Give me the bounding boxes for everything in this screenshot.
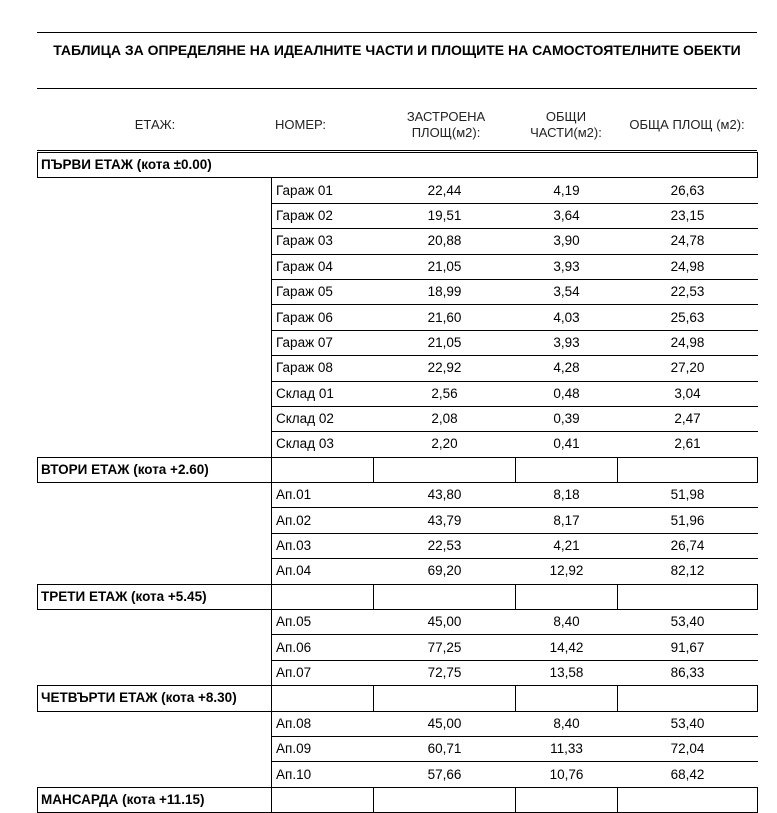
- common-parts-value: 13,58: [516, 660, 618, 685]
- total-area-value: 24,98: [618, 330, 758, 355]
- total-area-value: 51,98: [618, 483, 758, 508]
- floor-label: ПЪРВИ ЕТАЖ (кота ±0.00): [38, 153, 272, 178]
- built-area-value: 43,79: [374, 508, 516, 533]
- table-row: [38, 483, 758, 508]
- total-area-value: 3,04: [618, 381, 758, 406]
- built-area-value: 2,20: [374, 432, 516, 457]
- built-area-value: 45,00: [374, 711, 516, 736]
- floor-empty-cell: [618, 584, 758, 609]
- floor-spacer-cell: [38, 254, 272, 279]
- floor-spacer-cell: [38, 635, 272, 660]
- table-row: [38, 533, 758, 558]
- floor-row: [38, 457, 758, 482]
- unit-name: Ап.09: [272, 736, 374, 761]
- total-area-value: 26,74: [618, 533, 758, 558]
- floor-spacer-cell: [38, 432, 272, 457]
- total-area-value: 24,98: [618, 254, 758, 279]
- built-area-value: 22,92: [374, 356, 516, 381]
- built-area-value: 43,80: [374, 483, 516, 508]
- title-bottom-rule: [37, 88, 757, 89]
- built-area-value: 77,25: [374, 635, 516, 660]
- total-area-value: 72,04: [618, 736, 758, 761]
- floor-spacer-cell: [38, 533, 272, 558]
- total-area-value: 68,42: [618, 762, 758, 787]
- unit-name: Ап.04: [272, 559, 374, 584]
- built-area-value: 2,08: [374, 406, 516, 431]
- common-parts-value: 12,92: [516, 559, 618, 584]
- common-parts-value: 8,40: [516, 711, 618, 736]
- table-row: [38, 508, 758, 533]
- floor-empty-cell: [374, 686, 516, 711]
- common-parts-value: 8,40: [516, 610, 618, 635]
- total-area-value: 2,47: [618, 406, 758, 431]
- common-parts-value: 11,33: [516, 736, 618, 761]
- floor-spacer-cell: [38, 203, 272, 228]
- header-total-area: ОБЩА ПЛОЩ (м2):: [629, 117, 745, 132]
- built-area-value: 18,99: [374, 279, 516, 304]
- title-top-rule: [37, 32, 757, 33]
- total-area-value: 22,53: [618, 279, 758, 304]
- built-area-value: 60,71: [374, 736, 516, 761]
- unit-name: Гараж 03: [272, 229, 374, 254]
- floor-spacer-cell: [38, 660, 272, 685]
- common-parts-value: 0,48: [516, 381, 618, 406]
- table-row: [38, 330, 758, 355]
- built-area-value: 57,66: [374, 762, 516, 787]
- table-row: [38, 305, 758, 330]
- total-area-value: 91,67: [618, 635, 758, 660]
- total-area-value: 53,40: [618, 711, 758, 736]
- unit-name: Ап.01: [272, 483, 374, 508]
- table-row: [38, 762, 758, 787]
- floor-empty-cell: [272, 153, 758, 178]
- unit-name: Гараж 06: [272, 305, 374, 330]
- unit-name: Гараж 02: [272, 203, 374, 228]
- table-row: [38, 254, 758, 279]
- header-built-area: ЗАСТРОЕНА ПЛОЩ(м2):: [406, 109, 486, 140]
- header-number: НОМЕР:: [275, 117, 326, 132]
- common-parts-value: 4,19: [516, 178, 618, 203]
- total-area-value: 82,12: [618, 559, 758, 584]
- table-row: [38, 660, 758, 685]
- table-row: [38, 203, 758, 228]
- unit-name: Ап.07: [272, 660, 374, 685]
- floor-empty-cell: [618, 787, 758, 812]
- table-row: [38, 229, 758, 254]
- unit-name: Ап.06: [272, 635, 374, 660]
- built-area-value: 21,05: [374, 254, 516, 279]
- table-row: [38, 381, 758, 406]
- common-parts-value: 3,64: [516, 203, 618, 228]
- floor-empty-cell: [374, 584, 516, 609]
- built-area-value: 22,53: [374, 533, 516, 558]
- floor-row: [38, 686, 758, 711]
- common-parts-value: 14,42: [516, 635, 618, 660]
- floor-spacer-cell: [38, 330, 272, 355]
- floor-spacer-cell: [38, 178, 272, 203]
- total-area-value: 27,20: [618, 356, 758, 381]
- floor-label: МАНСАРДА (кота +11.15): [38, 787, 272, 812]
- common-parts-value: 10,76: [516, 762, 618, 787]
- floor-row: [38, 584, 758, 609]
- common-parts-value: 4,03: [516, 305, 618, 330]
- header-floor: ЕТАЖ:: [134, 117, 176, 132]
- table-row: [38, 736, 758, 761]
- unit-name: Гараж 04: [272, 254, 374, 279]
- floor-spacer-cell: [38, 762, 272, 787]
- floor-spacer-cell: [38, 356, 272, 381]
- table-row: [38, 610, 758, 635]
- built-area-value: 21,05: [374, 330, 516, 355]
- unit-name: Гараж 07: [272, 330, 374, 355]
- total-area-value: 25,63: [618, 305, 758, 330]
- floor-empty-cell: [272, 584, 374, 609]
- floor-spacer-cell: [38, 736, 272, 761]
- unit-name: Ап.05: [272, 610, 374, 635]
- floor-spacer-cell: [38, 508, 272, 533]
- header-common-parts: ОБЩИ ЧАСТИ(м2):: [530, 109, 602, 140]
- floor-label: ВТОРИ ЕТАЖ (кота +2.60): [38, 457, 272, 482]
- floor-spacer-cell: [38, 483, 272, 508]
- unit-name: Склад 03: [272, 432, 374, 457]
- floor-spacer-cell: [38, 559, 272, 584]
- floor-spacer-cell: [38, 610, 272, 635]
- floor-empty-cell: [516, 457, 618, 482]
- floor-empty-cell: [516, 686, 618, 711]
- floor-spacer-cell: [38, 305, 272, 330]
- floor-empty-cell: [516, 787, 618, 812]
- total-area-value: 26,63: [618, 178, 758, 203]
- floor-spacer-cell: [38, 406, 272, 431]
- floor-label: ТРЕТИ ЕТАЖ (кота +5.45): [38, 584, 272, 609]
- total-area-value: 86,33: [618, 660, 758, 685]
- floor-spacer-cell: [38, 381, 272, 406]
- floor-row: [38, 153, 758, 178]
- common-parts-value: 3,54: [516, 279, 618, 304]
- total-area-value: 2,61: [618, 432, 758, 457]
- areas-table: [37, 152, 758, 813]
- table-row: [38, 432, 758, 457]
- floor-empty-cell: [618, 686, 758, 711]
- built-area-value: 2,56: [374, 381, 516, 406]
- common-parts-value: 8,17: [516, 508, 618, 533]
- built-area-value: 69,20: [374, 559, 516, 584]
- built-area-value: 19,51: [374, 203, 516, 228]
- total-area-value: 24,78: [618, 229, 758, 254]
- built-area-value: 21,60: [374, 305, 516, 330]
- unit-name: Ап.02: [272, 508, 374, 533]
- total-area-value: 53,40: [618, 610, 758, 635]
- floor-row: [38, 787, 758, 812]
- common-parts-value: 3,90: [516, 229, 618, 254]
- built-area-value: 20,88: [374, 229, 516, 254]
- unit-name: Ап.10: [272, 762, 374, 787]
- floor-label: ЧЕТВЪРТИ ЕТАЖ (кота +8.30): [38, 686, 272, 711]
- table-row: [38, 559, 758, 584]
- table-row: [38, 711, 758, 736]
- unit-name: Ап.08: [272, 711, 374, 736]
- unit-name: Гараж 05: [272, 279, 374, 304]
- built-area-value: 72,75: [374, 660, 516, 685]
- total-area-value: 23,15: [618, 203, 758, 228]
- header-rule: [37, 150, 757, 151]
- floor-empty-cell: [272, 686, 374, 711]
- floor-empty-cell: [516, 584, 618, 609]
- floor-spacer-cell: [38, 279, 272, 304]
- table-row: [38, 356, 758, 381]
- total-area-value: 51,96: [618, 508, 758, 533]
- unit-name: Склад 01: [272, 381, 374, 406]
- areas-table-body: [38, 153, 758, 813]
- common-parts-value: 4,21: [516, 533, 618, 558]
- common-parts-value: 3,93: [516, 330, 618, 355]
- unit-name: Склад 02: [272, 406, 374, 431]
- unit-name: Гараж 08: [272, 356, 374, 381]
- common-parts-value: 3,93: [516, 254, 618, 279]
- built-area-value: 45,00: [374, 610, 516, 635]
- floor-spacer-cell: [38, 229, 272, 254]
- common-parts-value: 8,18: [516, 483, 618, 508]
- common-parts-value: 0,41: [516, 432, 618, 457]
- unit-name: Гараж 01: [272, 178, 374, 203]
- common-parts-value: 0,39: [516, 406, 618, 431]
- common-parts-value: 4,28: [516, 356, 618, 381]
- table-row: [38, 279, 758, 304]
- floor-empty-cell: [374, 787, 516, 812]
- unit-name: Ап.03: [272, 533, 374, 558]
- document-title: ТАБЛИЦА ЗА ОПРЕДЕЛЯНЕ НА ИДЕАЛНИТЕ ЧАСТИ И ПЛОЩИТЕ НА САМОСТОЯТЕЛНИТЕ ОБЕКТИ: [53, 42, 741, 58]
- floor-empty-cell: [272, 787, 374, 812]
- table-row: [38, 635, 758, 660]
- table-row: [38, 178, 758, 203]
- floor-empty-cell: [618, 457, 758, 482]
- built-area-value: 22,44: [374, 178, 516, 203]
- floor-empty-cell: [272, 457, 374, 482]
- table-row: [38, 406, 758, 431]
- floor-spacer-cell: [38, 711, 272, 736]
- floor-empty-cell: [374, 457, 516, 482]
